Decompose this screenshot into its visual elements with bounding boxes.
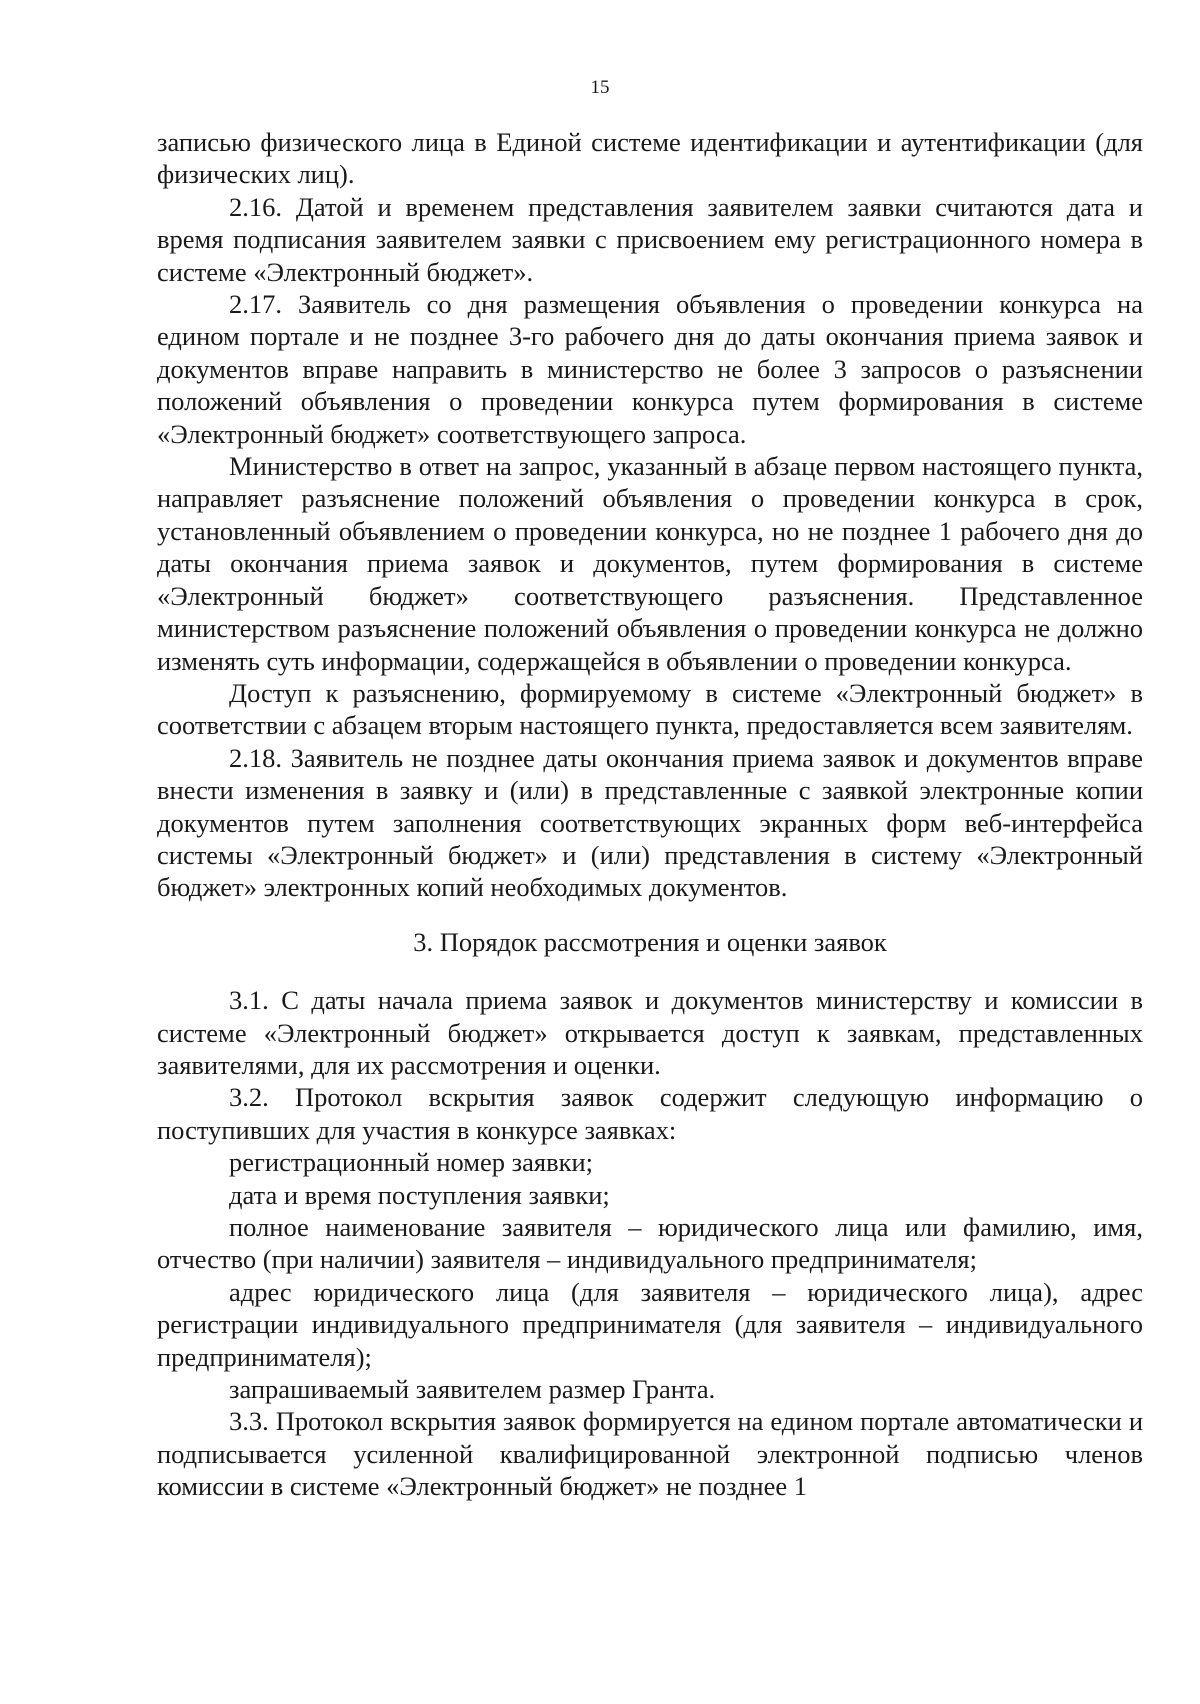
document-body [157,126,1143,1503]
protocol-item-registration-number: регистрационный номер заявки; [229,1147,594,1178]
paragraph-2-18: 2.18. Заявитель не позднее даты окончания приема заявок и документов вправе внести изменения в заявку и (или) в представленные с заявкой электронные копии документов путем заполнения соответствующих экранных форм веб-интерфейса системы «Электронный бюджет» и (или) представления в систему «Электронный бюджет» электронных копий необходимых документов. [157,742,1143,903]
paragraph-2-16: 2.16. Датой и временем представления заявителем заявки считаются дата и время подписания заявителем заявки с присвоением ему регистрационного номера в системе «Электронный бюджет». [157,191,1143,287]
section-heading: 3. Порядок рассмотрения и оценки заявок [413,926,887,957]
protocol-item-address: адрес юридического лица (для заявителя – юридического лица), адрес регистрации индивидуального предпринимателя (для заявителя – индивидуального предпринимателя); [157,1276,1143,1372]
page-number: 15 [590,77,610,98]
paragraph-3-3: 3.3. Протокол вскрытия заявок формируется на едином портале автоматически и подписывается усиленной квалифицированной электронной подписью членов комиссии в системе «Электронный бюджет» не позднее 1 [157,1406,1143,1502]
paragraph-2-17: 2.17. Заявитель со дня размещения объявления о проведении конкурса на едином портале и не позднее 3-го рабочего дня до даты окончания приема заявок и документов вправе направить в министерство не более 3 запросов о разъяснении положений объявления о проведении конкурса путем формирования в системе «Электронный бюджет» соответствующего запроса. [157,289,1143,449]
paragraph-ministry-response: Министерство в ответ на запрос, указанный в абзаце первом настоящего пункта, направляет разъяснение положений объявления о проведении конкурса в срок, установленный объявлением о проведении конкурса, но не позднее 1 рабочего дня до даты окончания приема заявок и документов, путем формирования в системе «Электронный бюджет» соответствующего разъяснения. Представленное министерством разъяснение положений объявления о проведении конкурса не должно изменять суть информации, содержащейся в объявлении о проведении конкурса. [157,451,1143,676]
protocol-item-date-time: дата и время поступления заявки; [229,1179,610,1210]
paragraph-3-2: 3.2. Протокол вскрытия заявок содержит следующую информацию о поступивших для участия в конкурсе заявках: [157,1082,1143,1145]
protocol-item-applicant-name: полное наименование заявителя – юридического лица или фамилию, имя, отчество (при наличии) заявителя – индивидуального предпринимателя; [157,1212,1143,1275]
paragraph-continuation: записью физического лица в Единой системе идентификации и аутентификации (для физических лиц). [157,127,1143,190]
paragraph-access: Доступ к разъяснению, формируемому в системе «Электронный бюджет» в соответствии с абзацем вторым настоящего пункта, предоставляется всем заявителям. [157,677,1143,741]
protocol-item-grant-amount: запрашиваемый заявителем размер Гранта. [229,1374,716,1405]
paragraph-3-1: 3.1. С даты начала приема заявок и документов министерству и комиссии в системе «Электронный бюджет» открывается доступ к заявкам, представленных заявителями, для их рассмотрения и оценки. [157,985,1143,1080]
